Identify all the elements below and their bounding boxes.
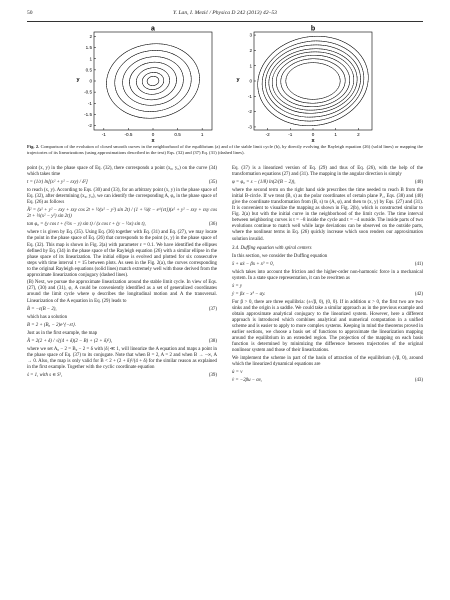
solid-trajectory-curve (135, 66, 172, 97)
solid-trajectory-curve (266, 45, 360, 117)
equation-body: u̇ = v (232, 370, 243, 375)
x-tick-label: -0.5 (124, 132, 133, 137)
equation-body: tan φ₀ = (y cos t + (½x − y) sin t) / (x cos t + (y − ½x) sin t), (27, 222, 146, 228)
equation-number: (42) (414, 291, 423, 297)
equation (27, 222, 217, 228)
solid-trajectory-curve (111, 46, 195, 117)
dashed-trajectory-curve (141, 71, 165, 91)
equation (232, 180, 423, 186)
y-tick-label: 2 (89, 34, 92, 40)
y-axis-label: y (76, 77, 80, 83)
y-tick-label: -0.5 (84, 89, 92, 95)
x-tick-label: 1 (200, 132, 204, 137)
dashed-trajectory-curve (127, 59, 179, 103)
y-tick-label: 1.5 (85, 45, 92, 51)
solid-trajectory-curve (280, 58, 346, 105)
solid-trajectory-curve (257, 34, 369, 127)
equation-number: (35) (208, 180, 217, 186)
equation-body: φ = φ₀ = s − (1/8) ln(2/(B − 2)), (232, 180, 296, 186)
paragraph: which takes into account the friction and the higher-order non-harmonic force in a mechanical system. In a state space representation, it can be rewritten as (232, 269, 423, 281)
x-axis-label: x (151, 138, 155, 144)
y-tick-label: 3 (249, 32, 252, 38)
paragraph: point (x, y) in the phase space of Eq. (32), there corresponds a point (x₀, y₀) on the curve (34) which takes time (27, 166, 217, 178)
x-tick-label: 2 (357, 132, 360, 137)
figure-caption-text: Comparison of the evolution of closed smooth curves in the neighborhood of the equilibrium (a) and of the stable limit cycle (b), by directly evolving the Rayleigh equation (26) (solid lines) or mapping the trajectories of its linearizations (using approximations described in the text) Eqs. (32) and (37) Eq. (31) (dashed lines). (27, 144, 423, 155)
dashed-trajectory-curve (262, 40, 364, 122)
equation-number: (41) (414, 261, 423, 267)
equation-number: (43) (414, 378, 423, 384)
equation-number: (36) (208, 222, 217, 228)
dashed-trajectory-curve (147, 76, 160, 87)
equation-number: (39) (208, 373, 217, 378)
equation (232, 370, 423, 376)
paragraph: to reach (x, y). According to Eqs. (30) and (33), for an arbitrary point (x, y) in the phase space of Eq. (32), after determining (x₀, y₀), we can identify the corresponding A, φ₀ in the phase space of Eq. (26) as follows (27, 188, 217, 206)
equation (27, 208, 217, 220)
right-column (232, 166, 423, 386)
figure-2 (27, 24, 423, 164)
equation-body: ṡ = 1, with s ∈ S¹, (27, 373, 63, 378)
y-tick-label: -2 (87, 123, 92, 129)
dashed-trajectory-curve (280, 58, 346, 105)
solid-trajectory-curve (262, 40, 364, 122)
x-tick-label: 0 (311, 132, 315, 137)
paragraph: where the second term on the right hand side prescribes the time needed to reach B from the initial B-circle. If we treat (B, s) as the polar coordinates of certain plane P₁, Eqs. (38) and (40) give the coordinate transformation from (B, s) to (A, φ), and then to (x, y) by Eqs. (27) and (31). It is convenient to visualize the mapping as shown in Fig. 2(b), which is constructed similar to Fig. 2(a) but with the initial curve in the neighborhood of the limit cycle. The time interval between neighboring curves is t = −8 inside the cycle and t = −4 outside. The inside parts of two evolutions continue to match well while large deviations can be observed on the outside parts, where the nonlinear terms in Eq. (26) quickly increase which soon renders our approximation solution invalid. (232, 188, 423, 242)
y-tick-label: 1 (89, 56, 92, 62)
solid-trajectory-curve (251, 25, 376, 135)
page-number: 50 (27, 10, 33, 16)
journal-citation: Y. Lan, I. Mezić / Physica D 242 (2013) 42–53 (173, 10, 277, 16)
paragraph: (B) Next, we pursue the approximate linearization around the stable limit cycle. In view of Eqs. (27), (30) and (31), φ, A could be conveniently identified as a set of generalized coordinates around the limit cycle where φ describes the longitudinal motion and A the transversal. Linearization of the A equation in Eq. (29) leads to (27, 280, 217, 304)
y-tick-label: -1 (247, 93, 252, 99)
solid-trajectory-curve (141, 71, 165, 91)
equation (232, 378, 423, 384)
figure-caption-label: Fig. 2. (27, 144, 40, 149)
equation (27, 307, 217, 313)
paragraph: For β > 0, there are three equilibria: (±√β, 0), (0, 0). If in addition α > 0, the first two are two sinks and the origin is a saddle. We could take a similar approach as in the previous example and obtain approximate analytical conjugacy to the linearized system. However, here a different approach is introduced which combines analytical and numerical computation in a unified scheme and is easier to apply to more complex systems. Keeping in mind the theorems proved in earlier sections, we choose a basis set of functions to approximate the linearization mapping around the equilibrium in an extended region. The projection of the mapping on each basis function is determined by minimizing the difference between trajectories of the original nonlinear system and those of their linearizations. (232, 299, 423, 354)
y-tick-label: -1 (87, 100, 92, 106)
figure-caption (27, 144, 423, 155)
panel-label: a (151, 25, 155, 33)
figure-panel-b (232, 24, 382, 144)
equation-number: (38) (208, 338, 217, 344)
equation-number: (37) (208, 306, 217, 312)
equation (27, 373, 217, 379)
equation-body: ẏ = βx − x³ − αy. (232, 291, 266, 297)
equation-body: Ã² = (x² + y² − εxy + εxy cos 2t + ½(x² − y²) sin 2t) / (1 + ¼(t − e^{εt})(x² + y² − εxy + εxy cos 2t + ½(x² − y²) sin 2t)) (27, 208, 217, 220)
equation-body: v̇ = −2βu − αv, (232, 378, 262, 384)
y-tick-label: 0.5 (85, 67, 92, 73)
x-tick-label: 0.5 (174, 132, 181, 137)
y-tick-label: 1 (249, 63, 252, 69)
page-header (0, 10, 450, 20)
panel-label: b (310, 25, 316, 33)
header-rule (27, 21, 423, 22)
equation-number: (40) (414, 180, 423, 186)
equation-body: B = 2 + (B₀ − 2)e^{−εt}. (27, 322, 77, 328)
x-axis-label: x (311, 138, 315, 144)
equation (27, 180, 217, 186)
solid-trajectory-curve (275, 53, 351, 108)
equation (232, 292, 423, 298)
solid-trajectory-curve (147, 76, 160, 87)
paragraph: In this section, we consider the Duffing equation (232, 253, 328, 259)
equation-body: ẍ + αẋ − βx + x³ = 0, (232, 261, 274, 267)
dashed-trajectory-curve (275, 53, 351, 108)
x-tick-label: -1 (101, 132, 106, 137)
x-tick-label: -2 (265, 132, 270, 137)
section-heading: 3.4. Duffing equation with spiral centers (232, 245, 312, 251)
dashed-trajectory-curve (266, 45, 360, 117)
equation (232, 284, 423, 290)
equation-body: Ã = 2(2 + δ) / √((4 + δ)(2 − B) + (2 + δ)²), (27, 338, 112, 344)
equation-body: ẋ = y (232, 283, 243, 289)
x-tick-label: 0 (151, 132, 155, 137)
y-tick-label: -3 (247, 124, 252, 130)
paragraph: We implement the scheme in part of the basin of attraction of the equilibrium (√β, 0), around which the linearized dynamical equations are (232, 355, 423, 367)
equation (232, 262, 423, 268)
paragraph: Eq. (37) is a linearized version of Eq. (29) and thus of Eq. (26), with the help of the transformation equations (27) and (31). The mapping in the angular direction is simply (232, 166, 423, 178)
plot-frame (94, 32, 212, 130)
dashed-trajectory-curve (102, 38, 205, 124)
plot-frame (254, 32, 372, 130)
dashed-trajectory-curve (111, 46, 195, 117)
x-tick-label: -1 (288, 132, 293, 137)
dashed-trajectory-curve (257, 34, 369, 127)
y-tick-label: -1.5 (84, 112, 92, 118)
y-tick-label: 2 (249, 47, 252, 53)
x-tick-label: 1 (334, 132, 337, 137)
paragraph: where we set A₀ − 2 = B₀ − 2 = δ with |δ| ≪ 1, will linearize the A equation and maps a point in the phase space of Eq. (37) to its conjugate. Note that when B = 2, A = 2 and when B → −∞, A → 0. Also, the map is only valid for B < 2 + (2 + δ)²/(4 + δ) for the similar reason as explained in the first example. Together with the cyclic coordinate equation (27, 346, 217, 370)
dashed-trajectory-curve (135, 66, 172, 97)
equation-body: t = (1/ε) ln[(x² + y² − εxy) / δ²] (27, 180, 88, 186)
equation-body: Ḃ = −ε(B − 2), (27, 306, 57, 312)
solid-trajectory-curve (102, 38, 205, 124)
y-tick-label: 0 (249, 78, 252, 84)
equation (27, 323, 217, 329)
y-tick-label: 0 (89, 78, 92, 84)
y-tick-label: -2 (247, 109, 252, 115)
paragraph: which has a solution (27, 314, 68, 320)
paragraph: Just as in the first example, the map (27, 330, 98, 336)
paragraph: where t is given by Eq. (35). Using Eq. (36) together with Eq. (31) and Eq. (27), we may locate the point in the phase space of Eq. (26) that corresponds to the point (x, y) in the phase space of Eq. (32). This map is shown in Fig. 2(a) with parameter ε = 0.1. We have identified the ellipses defined by Eq. (34) in the phase space of the Rayleigh equation (26) with a similar ellipse in the phase space of its linearization. The initial ellipse is evolved and plotted for six consecutive steps with time interval t = 15 between plots. As seen in the Fig. 2(a), the curves corresponding to the original Rayleigh equations (solid lines) match extremely well with those derived from the approximate linearization conjugacy (dashed lines). (27, 230, 217, 278)
equation (27, 339, 217, 345)
left-column (27, 166, 217, 381)
solid-trajectory-curve (127, 59, 179, 103)
solid-trajectory-curve (286, 63, 340, 100)
figure-panel-a (72, 24, 222, 144)
dashed-trajectory-curve (251, 25, 376, 135)
y-axis-label: y (236, 77, 240, 83)
